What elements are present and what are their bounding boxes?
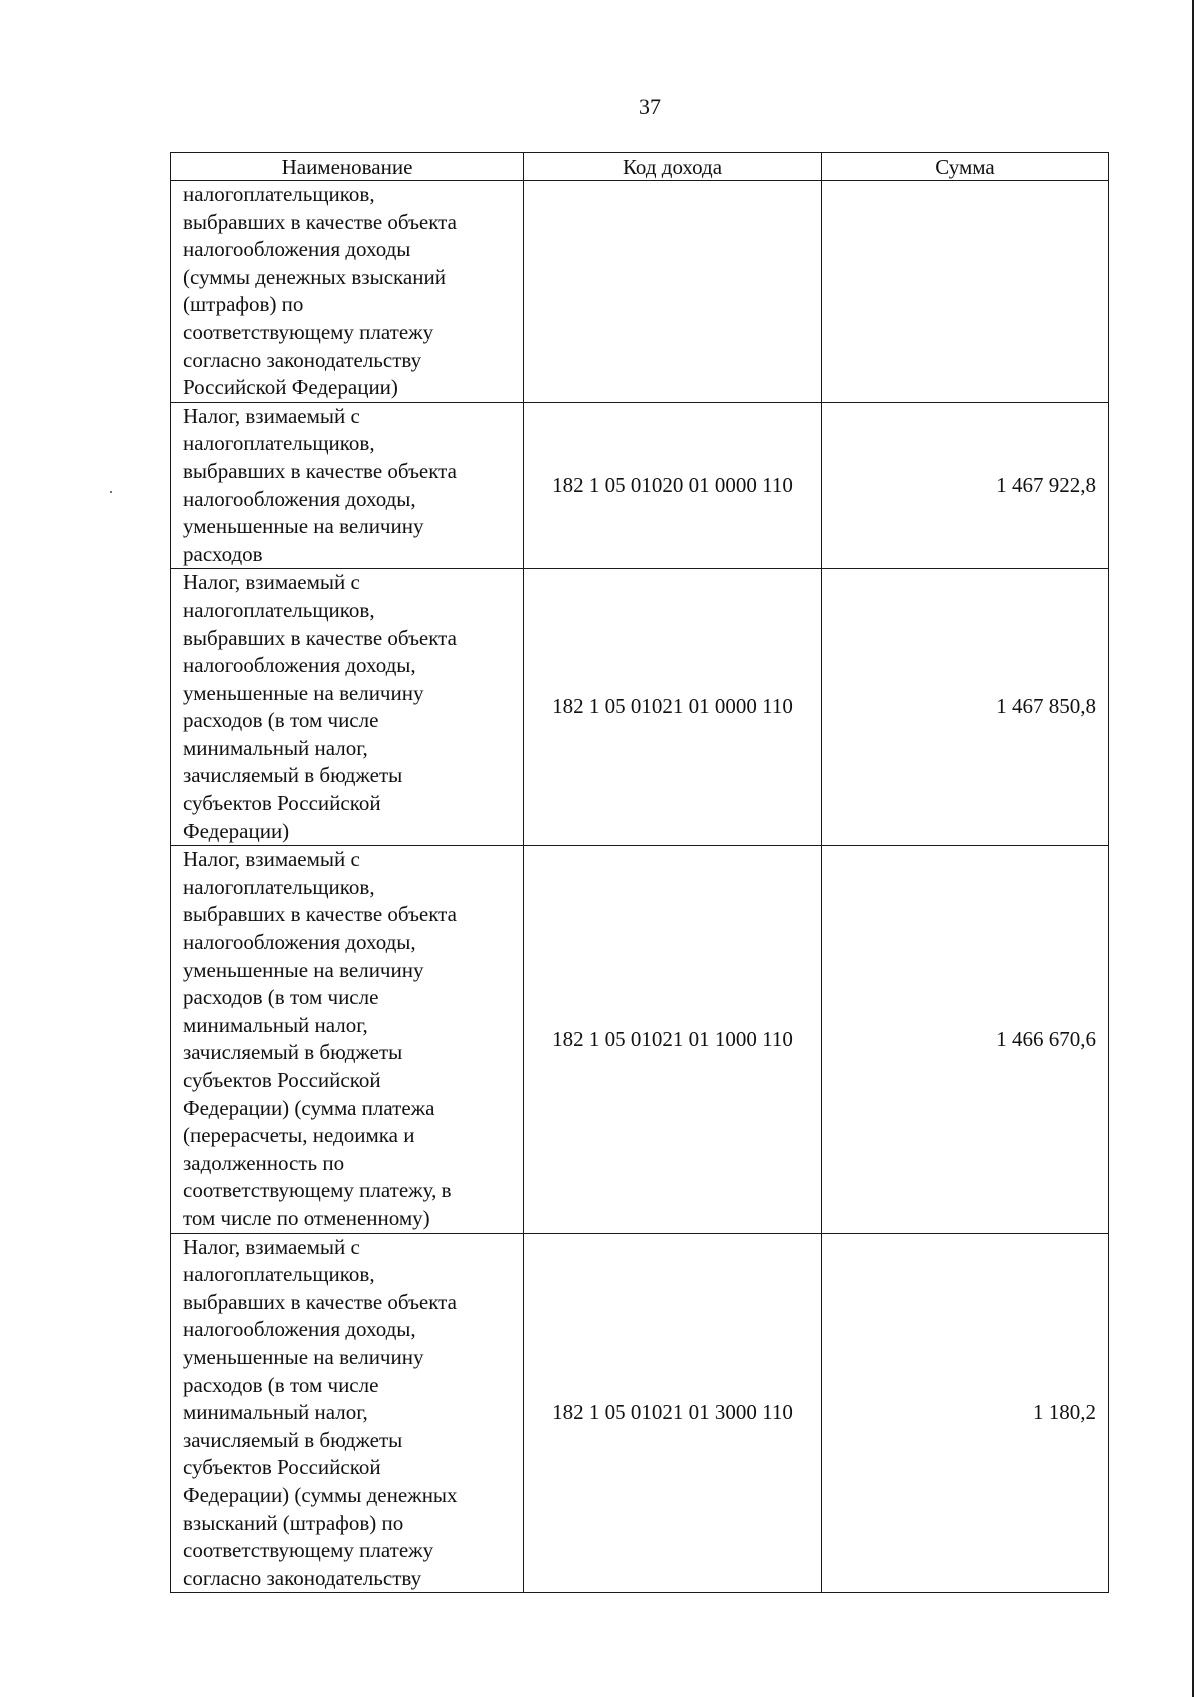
row-name-cell [171, 569, 524, 846]
name-text-line: зачисляемый в бюджеты [183, 763, 403, 788]
page-number: 37 [639, 94, 661, 119]
name-text-line: выбравших в качестве объекта [183, 458, 457, 483]
table-row [171, 402, 1109, 569]
name-text-line: минимальный налог, [183, 1012, 368, 1037]
row-code-cell: 182 1 05 01021 01 3000 110 [524, 1233, 822, 1593]
row-name-cell [171, 181, 524, 403]
name-text-line: Федерации) (суммы денежных [183, 1482, 458, 1507]
name-text-line: субъектов Российской [183, 1455, 381, 1480]
name-text-line: субъектов Российской [183, 791, 381, 816]
name-text-line: зачисляемый в бюджеты [183, 1040, 403, 1065]
name-text-line: налогообложения доходы [183, 237, 411, 262]
name-text-line: Налог, взимаемый с [183, 570, 360, 595]
row-sum-cell: 1 467 922,8 [822, 402, 1109, 569]
header-sum: Сумма [822, 153, 1109, 181]
row-sum-cell: 1 180,2 [822, 1233, 1109, 1593]
table-header-row [171, 153, 1109, 181]
name-text-line: зачисляемый в бюджеты [183, 1427, 403, 1452]
name-text-line: задолженность по [183, 1150, 345, 1175]
name-text-line: налогоплательщиков, [183, 597, 375, 622]
name-text-line: Налог, взимаемый с [183, 847, 360, 872]
name-text-line: минимальный налог, [183, 1400, 368, 1425]
name-text-line: расходов (в том числе [183, 1372, 379, 1397]
name-text-line: налогообложения доходы, [183, 653, 416, 678]
name-text-line: расходов (в том числе [183, 985, 379, 1010]
row-sum-cell: 1 467 850,8 [822, 569, 1109, 846]
table-row [171, 569, 1109, 846]
name-text-line: минимальный налог, [183, 735, 368, 760]
name-text-line: Федерации) (сумма платежа [183, 1095, 435, 1120]
header-name: Наименование [171, 153, 524, 181]
revenue-table [170, 152, 1109, 1593]
name-text-line: налогоплательщиков, [183, 182, 375, 206]
name-text-line: уменьшенные на величину [183, 514, 424, 539]
row-name-cell [171, 1233, 524, 1593]
name-text-line: соответствующему платежу [183, 1538, 434, 1563]
table-row [171, 1233, 1109, 1593]
row-name-cell [171, 846, 524, 1233]
row-name-cell [171, 402, 524, 569]
name-text-line: выбравших в качестве объекта [183, 209, 457, 234]
row-sum-cell: 1 466 670,6 [822, 846, 1109, 1233]
name-text-line: согласно законодательству [183, 347, 422, 372]
name-text-line: субъектов Российской [183, 1068, 381, 1092]
name-text-line: уменьшенные на величину [183, 957, 424, 982]
name-text-line: соответствующему платежу, в [183, 1178, 452, 1203]
name-text-line: выбравших в качестве объекта [183, 902, 457, 927]
name-text-line: соответствующему платежу [183, 319, 434, 344]
name-text-line: налогоплательщиков, [183, 431, 375, 456]
name-text-line: Федерации) [183, 818, 290, 843]
name-text-line: налогоплательщиков, [183, 874, 375, 899]
name-text-line: Налог, взимаемый с [183, 403, 360, 428]
scan-speck [110, 491, 112, 493]
page-edge-line [1192, 0, 1194, 1697]
row-code-cell: 182 1 05 01021 01 1000 110 [524, 846, 822, 1233]
row-code-cell: 182 1 05 01021 01 0000 110 [524, 569, 822, 846]
name-text-line: налогообложения доходы, [183, 486, 416, 511]
name-text-line: Российской Федерации) [183, 375, 398, 400]
name-text-line: согласно законодательству [183, 1565, 422, 1590]
table-row [171, 846, 1109, 1233]
name-text-line: выбравших в качестве объекта [183, 1289, 457, 1314]
name-text-line: Налог, взимаемый с [183, 1234, 360, 1259]
name-text-line: (штрафов) по [183, 292, 304, 317]
name-text-line: налогоплательщиков, [183, 1262, 375, 1287]
table-row [171, 181, 1109, 403]
name-text-line: (суммы денежных взысканий [183, 264, 446, 289]
name-text-line: расходов [183, 541, 263, 566]
name-text-line: выбравших в качестве объекта [183, 625, 457, 650]
row-code-cell [524, 181, 822, 403]
header-code: Код дохода [524, 153, 822, 181]
name-text-line: взысканий (штрафов) по [183, 1510, 404, 1535]
name-text-line: (перерасчеты, недоимка и [183, 1123, 415, 1148]
name-text-line: том числе по отмененному) [183, 1205, 430, 1230]
row-code-cell: 182 1 05 01020 01 0000 110 [524, 402, 822, 569]
table-body [171, 181, 1109, 1593]
name-text-line: расходов (в том числе [183, 708, 379, 733]
name-text-line: уменьшенные на величину [183, 680, 424, 705]
name-text-line: налогообложения доходы, [183, 930, 416, 955]
row-sum-cell [822, 181, 1109, 403]
name-text-line: уменьшенные на величину [183, 1344, 424, 1369]
name-text-line: налогообложения доходы, [183, 1317, 416, 1342]
